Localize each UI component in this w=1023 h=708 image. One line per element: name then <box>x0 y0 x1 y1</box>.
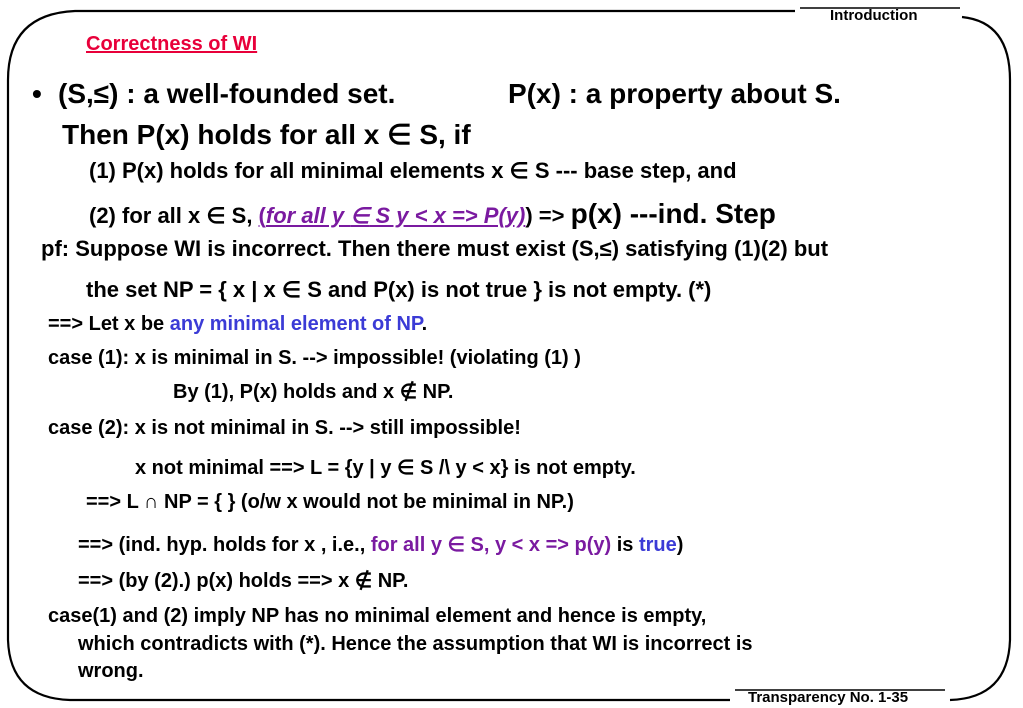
element-of-symbol: ∈ <box>350 203 370 228</box>
line-conclusion-2: which contradicts with (*). Hence the assumption that WI is incorrect is <box>78 633 753 655</box>
element-of-symbol: ∈ <box>281 277 302 302</box>
footer-transparency-number: Transparency No. 1-35 <box>748 689 909 706</box>
slide-title: Correctness of WI <box>86 33 258 55</box>
line-by-1: By (1), P(x) holds and x ∉ NP. <box>173 381 454 403</box>
line-case-2: case (2): x is not minimal in S. --> still impossible! <box>48 417 521 439</box>
line-conclusion-3: wrong. <box>78 660 144 682</box>
line-ind-hyp: ==> (ind. hyp. holds for x , i.e., for all y ∈ S, y < x => p(y) is true) <box>78 534 684 556</box>
not-element-of-symbol: ∉ <box>399 381 418 403</box>
line-l-cap-np: ==> L ∩ NP = { } (o/w x would not be minimal in NP.) <box>86 491 574 513</box>
element-of-symbol: ∈ <box>387 119 412 150</box>
line-base-step: (1) P(x) holds for all minimal elements x ∈ S --- base step, and <box>89 158 737 183</box>
element-of-symbol: ∈ <box>206 203 226 228</box>
line-case-1: case (1): x is minimal in S. --> impossible! (violating (1) ) <box>48 347 581 369</box>
line-x-not-minimal: x not minimal ==> L = {y | y ∈ S /\ y < x} is not empty. <box>135 457 636 479</box>
less-equal-symbol: ≤ <box>93 78 110 109</box>
line-ind-step: (2) for all x ∈ S, (for all y ∈ S y < x => P(y)) => p(x) ---ind. Step <box>89 198 776 229</box>
not-element-of-symbol: ∉ <box>354 570 373 592</box>
element-of-symbol: ∈ <box>509 158 529 183</box>
bullet-marker: • <box>32 78 42 109</box>
line-conclusion-1: case(1) and (2) imply NP has no minimal element and hence is empty, <box>48 605 707 627</box>
line-property: P(x) : a property about S. <box>508 78 841 109</box>
less-equal-symbol: ≤ <box>599 236 612 261</box>
line-proof-suppose: pf: Suppose WI is incorrect. Then there must exist (S,≤) satisfying (1)(2) but <box>41 236 829 261</box>
element-of-symbol: ∈ <box>397 457 415 479</box>
line-by-2: ==> (by (2).) p(x) holds ==> x ∉ NP. <box>78 570 409 592</box>
intersection-symbol: ∩ <box>144 491 159 513</box>
element-of-symbol: ∈ <box>447 534 465 556</box>
line-then-holds: Then P(x) holds for all x ∈ S, if <box>62 119 471 150</box>
header-section: Introduction <box>830 7 918 24</box>
frame-border-right <box>950 17 1010 700</box>
line-let-x: ==> Let x be any minimal element of NP. <box>48 313 428 335</box>
line-well-founded-set: (S,≤) : a well-founded set. <box>58 78 396 109</box>
line-set-np: the set NP = { x | x ∈ S and P(x) is not true } is not empty. (*) <box>86 277 712 302</box>
